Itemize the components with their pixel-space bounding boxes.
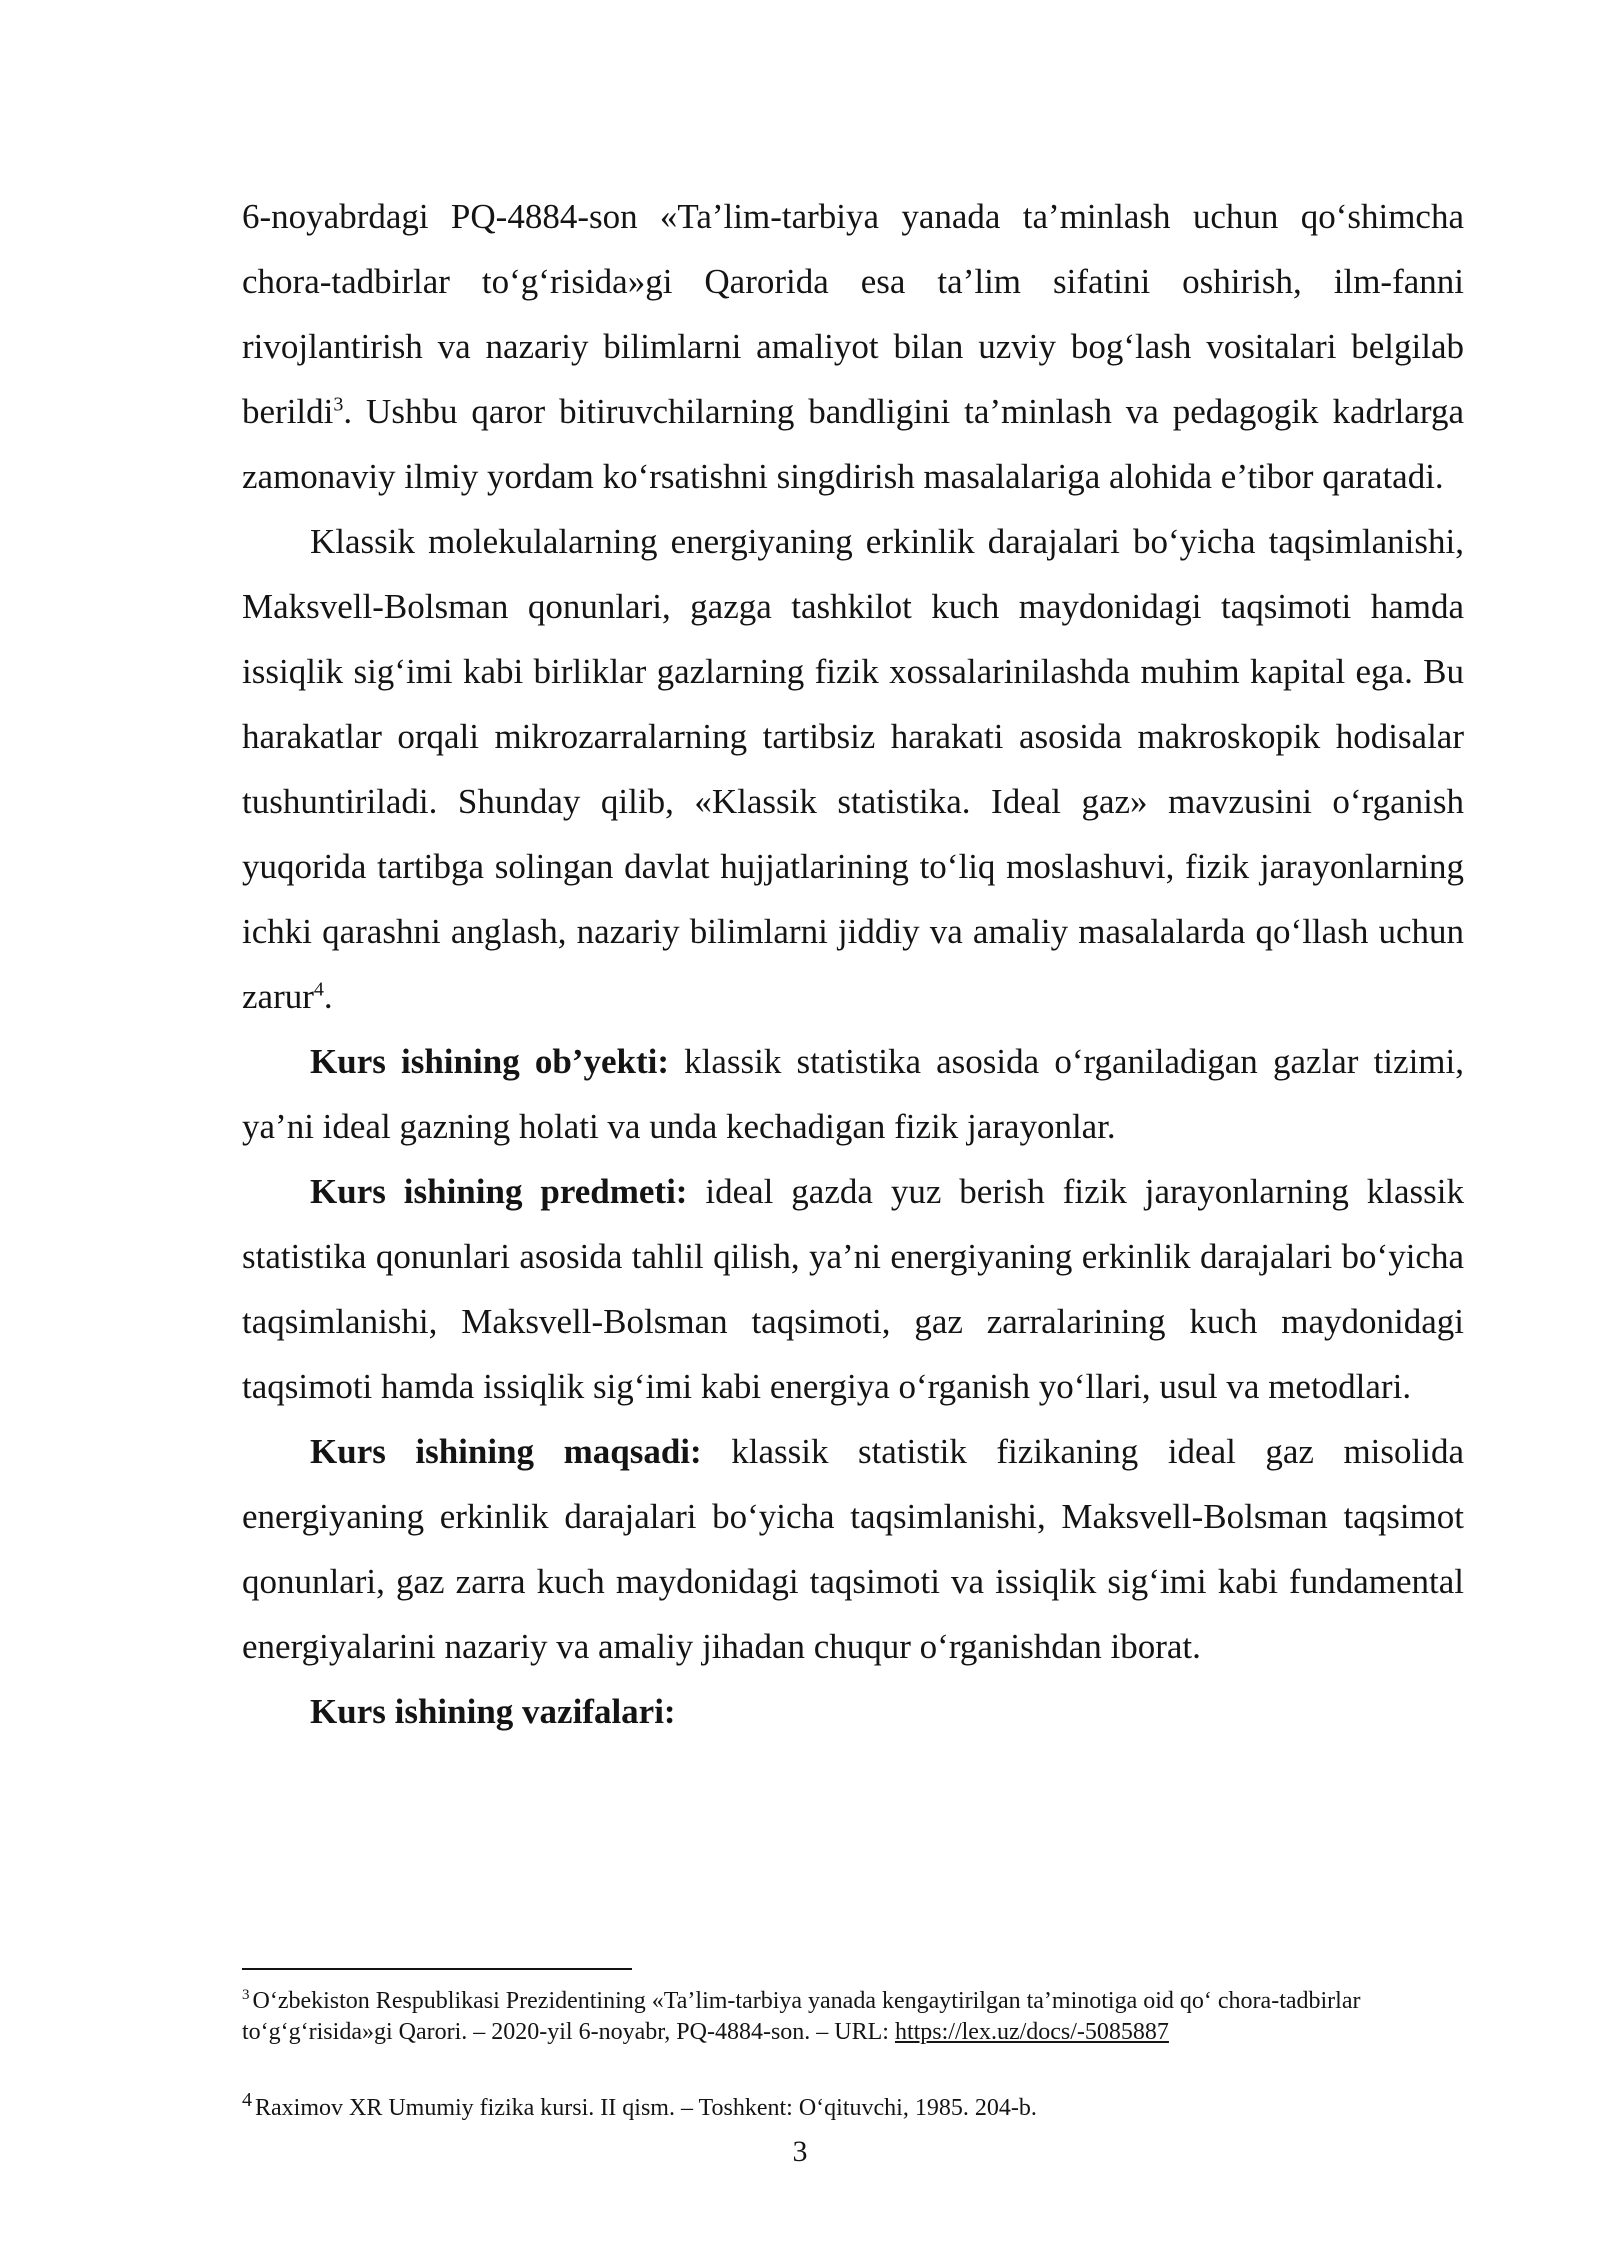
paragraph-classical-molecules xyxy=(242,509,1464,1029)
paragraph-text: . Ushbu qaror bitiruvchilarning bandligini ta’minlash va pedagogik kadrlarga zamonaviy ilmiy yordam ko‘rsatishni singdirish masalalariga alohida e’tibor qaratadi. xyxy=(242,392,1464,496)
paragraph-text: ideal gazda yuz berish fizik jarayonlarning klassik statistika qonunlari asosida tahlil qilish, ya’ni energiyaning erkinlik darajalari bo‘yicha taqsimlanishi, Maksvell-Bolsman taqsimoti, gaz zarralarining kuch maydonidagi taqsimoti hamda issiqlik sig‘imi kabi energiya o‘rganish yo‘llari, usul va metodlari. xyxy=(242,1172,1464,1406)
paragraph-text: klassik statistika asosida o‘rganiladigan gazlar tizimi, ya’ni ideal gazning holati va unda kechadigan fizik jarayonlar. xyxy=(242,1042,1464,1146)
body-text xyxy=(242,184,1464,1744)
subject-label: Kurs ishining predmeti: xyxy=(310,1172,688,1211)
paragraph-decree xyxy=(242,184,1464,509)
object-label: Kurs ishining ob’yekti: xyxy=(310,1042,670,1081)
goal-label: Kurs ishining maqsadi: xyxy=(310,1432,702,1471)
footnotes xyxy=(242,1986,1422,2124)
footnote-4 xyxy=(242,2089,1422,2124)
paragraph-object xyxy=(242,1029,1464,1159)
paragraph-subject xyxy=(242,1159,1464,1419)
tasks-label: Kurs ishining vazifalari: xyxy=(310,1692,676,1731)
footnote-link[interactable]: https://lex.uz/docs/-5085887 xyxy=(894,2019,1169,2045)
paragraph-tasks xyxy=(242,1679,1464,1744)
footnote-separator xyxy=(242,1968,632,1970)
paragraph-text: Klassik molekulalarning energiyaning erkinlik darajalari bo‘yicha taqsimlanishi, Maksvell-Bolsman qonunlari, gazga tashkilot kuch maydonidagi taqsimoti hamda issiqlik sig‘imi kabi birliklar gazlarning fizik xossalarinilashda muhim kapital ega. Bu harakatlar orqali mikrozarralarning tartibsiz harakati asosida makroskopik hodisalar tushuntiriladi. Shunday qilib, «Klassik statistika. Ideal gaz» mavzusini o‘rganish yuqorida tartibga solingan davlat hujjatlarining to‘liq moslashuvi, fizik jarayonlarning ichki qarashni anglash, nazariy bilimlarni jiddiy va amaliy masalalarda qo‘llash uchun zarur xyxy=(242,522,1464,1016)
page-number: 3 xyxy=(792,2135,808,2168)
footnote-reference-3[interactable]: 3 xyxy=(333,393,344,416)
paragraph-goal xyxy=(242,1419,1464,1679)
footnote-text: O‘zbekiston Respublikasi Prezidentining «Ta’lim-tarbiya yanada kengaytirilgan ta’minotiga oid qo‘ chora-tadbirlar to‘g‘g‘risida»gi Qarori. – 2020-yil 6-noyabr, PQ-4884-son. – URL: xyxy=(242,1988,1361,2045)
paragraph-text: . xyxy=(323,977,333,1016)
paragraph-text: klassik statistik fizikaning ideal gaz misolida energiyaning erkinlik darajalari bo‘yicha taqsimlanishi, Maksvell-Bolsman taqsimot qonunlari, gaz zarra kuch maydonidagi taqsimoti va issiqlik sig‘imi kabi fundamental energiyalarini nazariy va amaliy jihadan chuqur o‘rganishdan iborat. xyxy=(242,1432,1465,1666)
footnote-text: Raximov XR Umumiy fizika kursi. II qism. – Toshkent: O‘qituvchi, 1985. 204-b. xyxy=(255,2095,1037,2121)
footnote-mark: 4 xyxy=(242,2089,252,2111)
footnote-reference-4[interactable]: 4 xyxy=(313,978,324,1001)
paragraph-text: 6-noyabrdagi PQ-4884-son «Ta’lim-tarbiya yanada ta’minlash uchun qo‘shimcha chora-tadbirlar to‘g‘risida»gi Qarorida esa ta’lim sifatini oshirish, ilm-fanni rivojlantirish va nazariy bilimlarni amaliyot bilan uzviy bog‘lash vositalari belgilab berildi xyxy=(242,197,1464,431)
footnote-3 xyxy=(242,1986,1422,2048)
footnote-mark: 3 xyxy=(242,1987,250,2003)
